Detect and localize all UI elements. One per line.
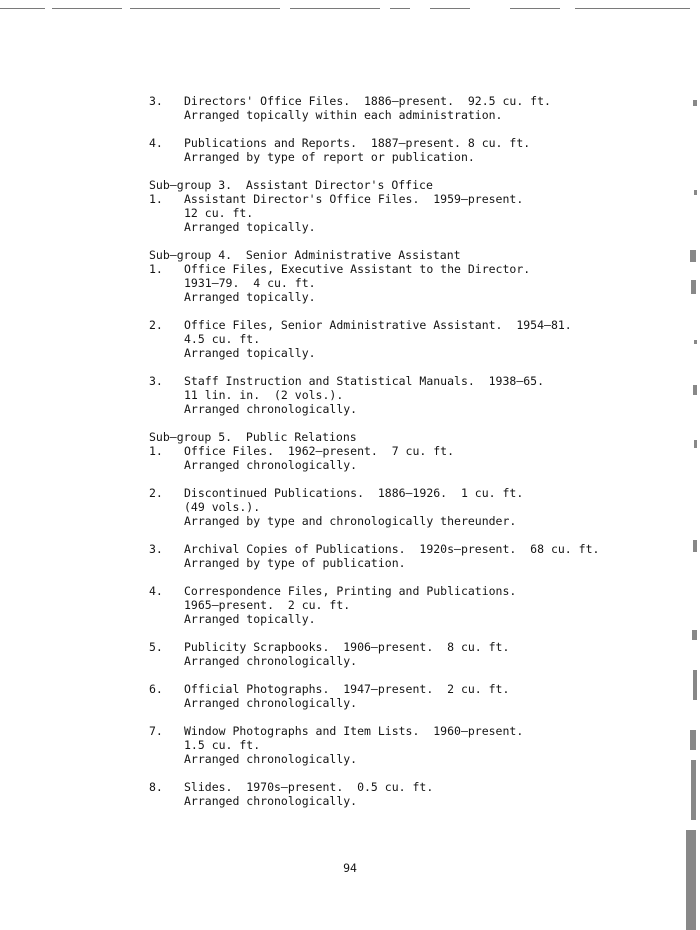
entry-detail-line: Arranged chronologically.	[184, 794, 358, 808]
entry-number: 7.	[149, 724, 163, 738]
entry-number: 6.	[149, 682, 163, 696]
document-body	[149, 94, 669, 808]
entry-title-line: Window Photographs and Item Lists. 1960–present.	[184, 724, 524, 738]
series-entry	[149, 374, 669, 416]
series-entry	[149, 584, 669, 626]
scan-edge-mark	[693, 385, 697, 395]
entry-number: 3.	[149, 374, 163, 388]
scan-edge-mark	[694, 440, 697, 448]
subgroup-heading: Sub–group 3. Assistant Director's Office	[149, 178, 433, 192]
entry-detail-line: 1965–present. 2 cu. ft.	[184, 598, 351, 612]
entry-title-line: Discontinued Publications. 1886–1926. 1 cu. ft.	[184, 486, 524, 500]
scan-rule-segment	[510, 8, 560, 9]
entry-number: 1.	[149, 192, 163, 206]
entry-title-line: Official Photographs. 1947–present. 2 cu. ft.	[184, 682, 510, 696]
series-entry	[149, 640, 669, 668]
entry-detail-line: Arranged chronologically.	[184, 402, 358, 416]
entry-number: 2.	[149, 318, 163, 332]
entry-title-line: Publications and Reports. 1887–present. 8 cu. ft.	[184, 136, 531, 150]
entry-number: 2.	[149, 486, 163, 500]
scan-edge-mark	[693, 670, 697, 700]
scan-edge-mark	[694, 190, 697, 195]
scan-edge-mark	[691, 760, 696, 820]
entry-number: 5.	[149, 640, 163, 654]
entry-detail-line: Arranged by type of publication.	[184, 556, 406, 570]
entry-number: 3.	[149, 94, 163, 108]
entry-detail-line: Arranged chronologically.	[184, 458, 358, 472]
page-number: 94	[343, 861, 357, 875]
entry-number: 8.	[149, 780, 163, 794]
series-entry	[149, 318, 669, 360]
entry-detail-line: 12 cu. ft.	[184, 206, 254, 220]
series-entry	[149, 780, 669, 808]
scan-edge-mark	[692, 630, 697, 640]
entry-detail-line: Arranged topically.	[184, 346, 316, 360]
entry-detail-line: Arranged by type and chronologically thereunder.	[184, 514, 517, 528]
scan-rule-segment	[390, 8, 410, 9]
entry-number: 4.	[149, 136, 163, 150]
entry-title-line: Correspondence Files, Printing and Publications.	[184, 584, 517, 598]
entry-title-line: Assistant Director's Office Files. 1959–present.	[184, 192, 524, 206]
entry-detail-line: Arranged chronologically.	[184, 696, 358, 710]
entry-detail-line: Arranged by type of report or publication.	[184, 150, 475, 164]
entry-detail-line: Arranged topically within each administration.	[184, 108, 503, 122]
entry-detail-line: Arranged chronologically.	[184, 752, 358, 766]
entry-title-line: Publicity Scrapbooks. 1906–present. 8 cu. ft.	[184, 640, 510, 654]
section	[149, 94, 669, 164]
entry-title-line: Staff Instruction and Statistical Manuals. 1938–65.	[184, 374, 545, 388]
entry-number: 3.	[149, 542, 163, 556]
scan-rule-segment	[52, 8, 122, 9]
entry-detail-line: 1931–79. 4 cu. ft.	[184, 276, 316, 290]
scan-rule-segment	[130, 8, 280, 9]
scan-rule-segment	[0, 8, 45, 9]
scan-edge-mark	[691, 280, 696, 294]
entry-detail-line: Arranged topically.	[184, 290, 316, 304]
entry-number: 1.	[149, 262, 163, 276]
entry-title-line: Office Files, Executive Assistant to the Director.	[184, 262, 531, 276]
subgroup-heading: Sub–group 4. Senior Administrative Assistant	[149, 248, 461, 262]
series-entry	[149, 192, 669, 234]
entry-title-line: Archival Copies of Publications. 1920s–present. 68 cu. ft.	[184, 542, 600, 556]
entry-title-line: Office Files, Senior Administrative Assistant. 1954–81.	[184, 318, 572, 332]
section	[149, 234, 669, 416]
scan-edge-mark	[694, 340, 697, 344]
scan-edge-mark	[693, 100, 697, 106]
scan-edge-mark	[693, 540, 697, 552]
scan-edge-mark	[690, 250, 696, 262]
section	[149, 164, 669, 234]
entry-detail-line: Arranged chronologically.	[184, 654, 358, 668]
scan-rule-segment	[290, 8, 380, 9]
entry-detail-line: 1.5 cu. ft.	[184, 738, 261, 752]
scan-edge-mark	[690, 730, 696, 750]
entry-detail-line: Arranged topically.	[184, 612, 316, 626]
series-entry	[149, 444, 669, 472]
series-entry	[149, 486, 669, 528]
entry-title-line: Office Files. 1962–present. 7 cu. ft.	[184, 444, 455, 458]
series-entry	[149, 724, 669, 766]
entry-detail-line: 11 lin. in. (2 vols.).	[184, 388, 344, 402]
series-entry	[149, 94, 669, 122]
scan-rule-segment	[575, 8, 690, 9]
entry-title-line: Directors' Office Files. 1886–present. 92.5 cu. ft.	[184, 94, 551, 108]
entry-detail-line: Arranged topically.	[184, 220, 316, 234]
scan-edge-mark	[686, 830, 696, 930]
section	[149, 416, 669, 808]
series-entry	[149, 682, 669, 710]
series-entry	[149, 262, 669, 304]
entry-number: 1.	[149, 444, 163, 458]
scan-rule-segment	[430, 8, 470, 9]
series-entry	[149, 136, 669, 164]
scan-edge-marks	[676, 40, 698, 900]
entry-detail-line: (49 vols.).	[184, 500, 261, 514]
entry-title-line: Slides. 1970s–present. 0.5 cu. ft.	[184, 780, 434, 794]
series-entry	[149, 542, 669, 570]
entry-detail-line: 4.5 cu. ft.	[184, 332, 261, 346]
subgroup-heading: Sub–group 5. Public Relations	[149, 430, 357, 444]
scan-top-rule	[0, 8, 700, 11]
entry-number: 4.	[149, 584, 163, 598]
